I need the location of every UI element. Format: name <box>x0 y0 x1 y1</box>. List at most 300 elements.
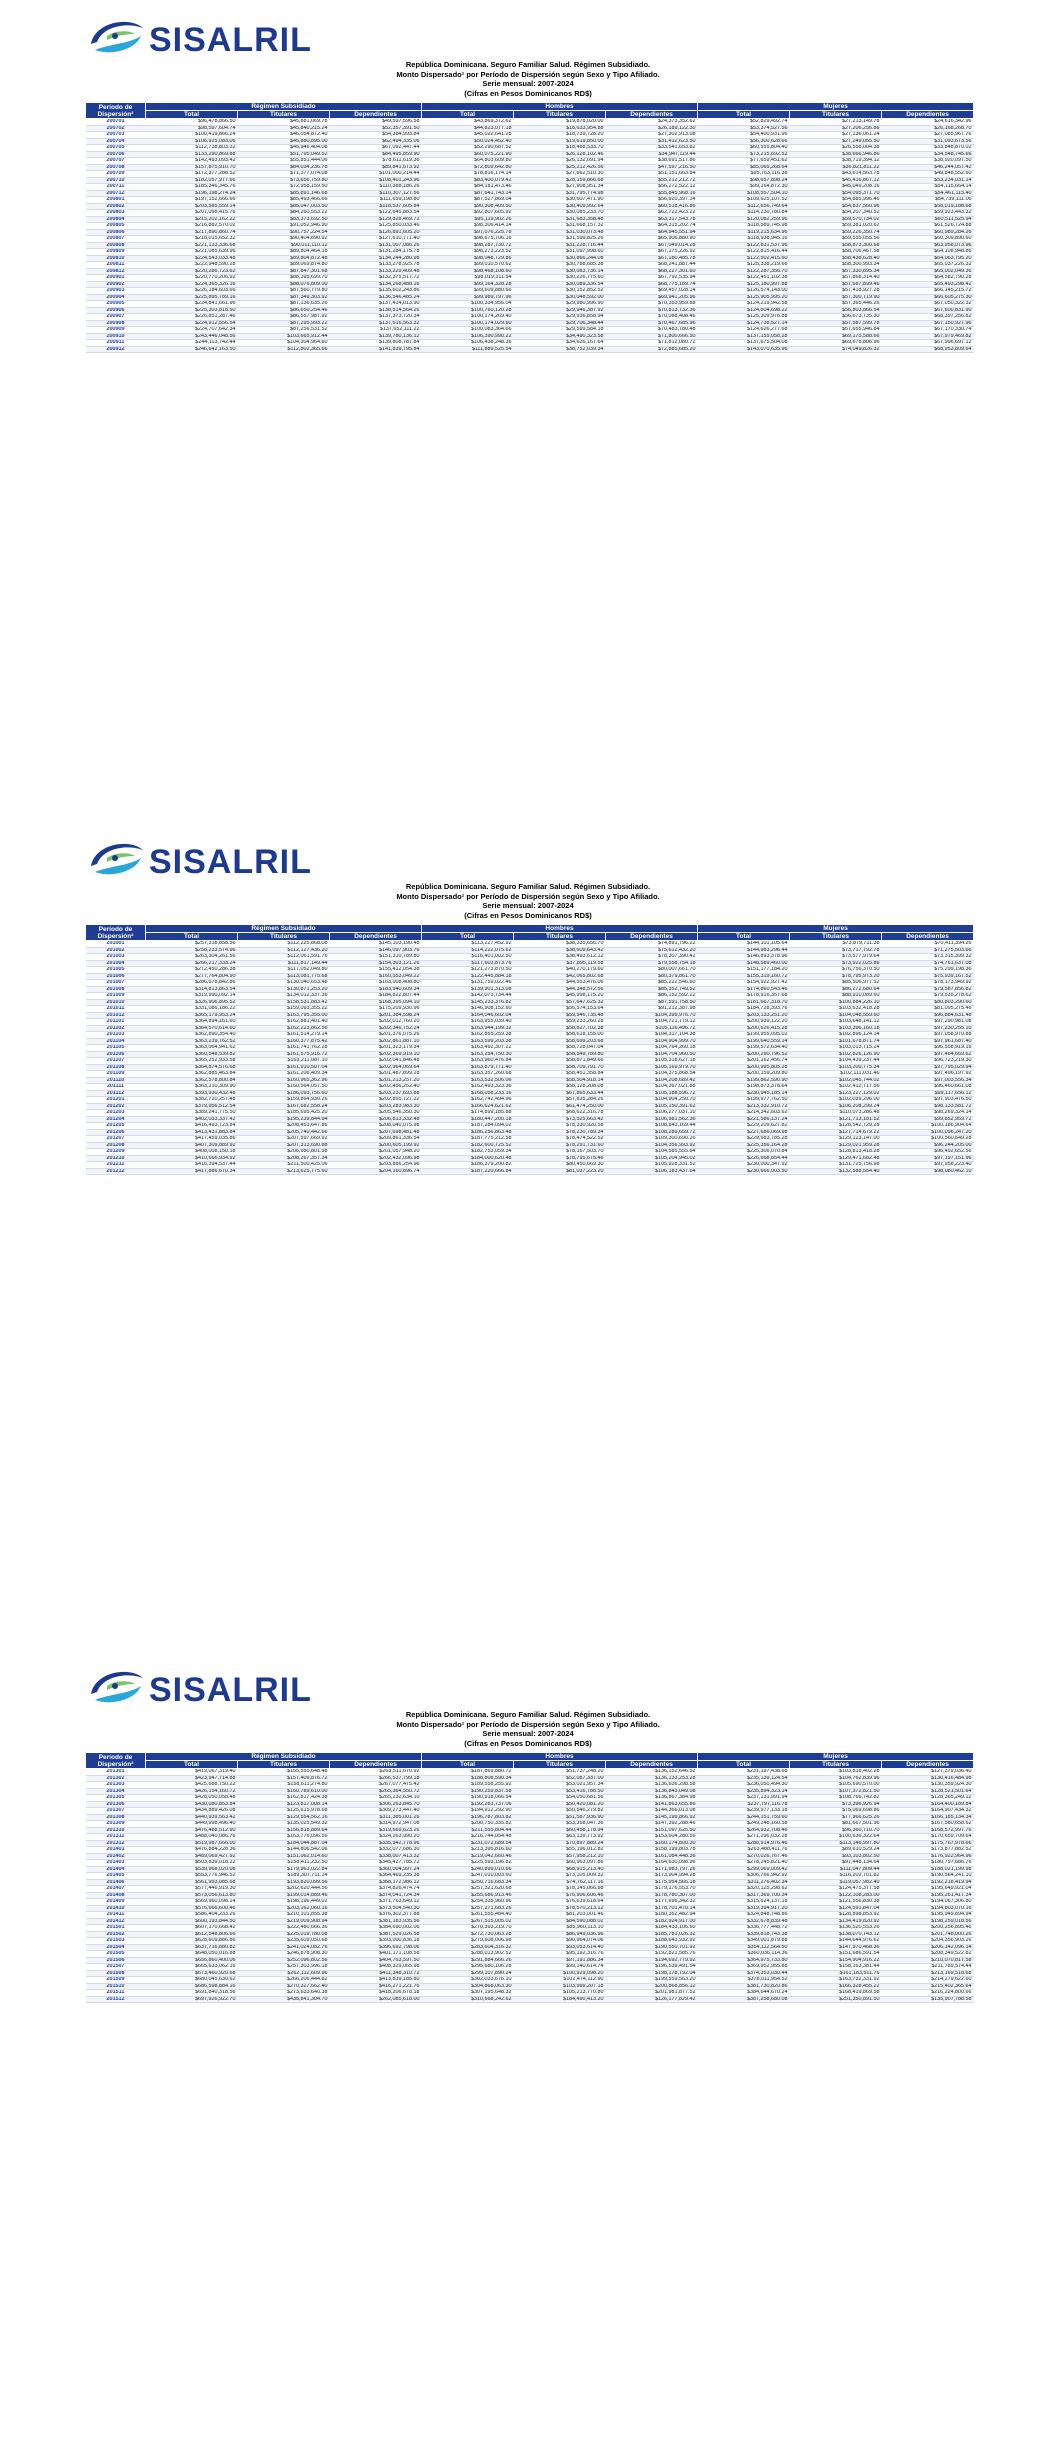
cell-amount: $49,848,552.60 <box>882 171 974 178</box>
cell-amount: $108,401,243.96 <box>330 177 422 184</box>
sisalril-swirl-icon <box>85 14 147 62</box>
cell-amount: $273,633,640.38 <box>238 1990 330 1997</box>
cell-amount: $128,813,418.28 <box>790 1149 882 1156</box>
cell-amount: $203,133,251.20 <box>698 1012 790 1019</box>
cell-amount: $75,939,167.52 <box>882 973 974 980</box>
cell-amount: $194,692,779.92 <box>606 1957 698 1964</box>
cell-amount: $267,077,475.42 <box>330 1782 422 1789</box>
cell-amount: $142,073,734.44 <box>422 993 514 1000</box>
cell-amount: $196,539,491.54 <box>606 1964 698 1971</box>
cell-period: 201202 <box>86 1103 146 1110</box>
cell-amount: $220,770,206.92 <box>146 275 238 282</box>
cell-period: 201103 <box>86 1032 146 1039</box>
cell-amount: $151,097,625.50 <box>606 1827 698 1834</box>
cell-amount: $68,227,301.60 <box>606 268 698 275</box>
cell-amount: $79,535,278.62 <box>882 993 974 1000</box>
header-group-mujeres: Mujeres <box>698 103 974 111</box>
cell-amount: $124,626,277.68 <box>698 327 790 334</box>
cell-amount: $103,999,207.18 <box>514 1983 606 1990</box>
cell-amount: $46,054,872.40 <box>238 132 330 139</box>
cell-amount: $215,202,162.22 <box>146 216 238 223</box>
cell-amount: $58,709,791.70 <box>514 1064 606 1071</box>
cell-amount: $112,802,365.66 <box>238 346 330 353</box>
cell-amount: $88,910,089.60 <box>790 993 882 1000</box>
cell-amount: $231,197,438.68 <box>698 1769 790 1776</box>
cell-amount: $686,598,884.16 <box>146 1983 238 1990</box>
cell-period: 200803 <box>86 210 146 217</box>
cell-amount: $85,352,749.52 <box>606 986 698 993</box>
cell-amount: $38,752,039.34 <box>514 346 606 353</box>
cell-period: 201105 <box>86 1045 146 1052</box>
cell-amount: $68,622,316.78 <box>514 1110 606 1117</box>
cell-amount: $125,309,978.88 <box>698 314 790 321</box>
cell-amount: $237,797,116.78 <box>698 1801 790 1808</box>
header-total: Total <box>698 111 790 119</box>
cell-amount: $163,211,087.10 <box>238 1058 330 1065</box>
cell-amount: $158,611,274.80 <box>238 1782 330 1789</box>
cell-amount: $134,268,488.16 <box>330 281 422 288</box>
cell-amount: $81,203,001.46 <box>514 1912 606 1919</box>
cell-amount: $374,826,474.74 <box>330 1886 422 1893</box>
cell-amount: $354,112,564.50 <box>698 1944 790 1951</box>
cell-amount: $144,366,013.08 <box>606 1808 698 1815</box>
cell-amount: $29,936,858.94 <box>514 314 606 321</box>
cell-amount: $195,949,894.94 <box>882 1912 974 1919</box>
cell-amount: $30,152,852.52 <box>514 288 606 295</box>
cell-period: 201109 <box>86 1071 146 1078</box>
cell-amount: $416,394,537.44 <box>146 1162 238 1169</box>
cell-amount: $264,932,708.46 <box>698 1827 790 1834</box>
cell-amount: $45,022,641.28 <box>422 132 514 139</box>
cell-amount: $221,133,336.68 <box>146 242 238 249</box>
cell-amount: $129,828,469.72 <box>330 216 422 223</box>
cell-amount: $187,284,094.02 <box>422 1123 514 1130</box>
cell-amount: $64,803,609.80 <box>422 158 514 165</box>
cell-amount: $163,795,355.00 <box>238 1012 330 1019</box>
cell-amount: $106,925,083.06 <box>146 138 238 145</box>
cell-amount: $80,379,861.70 <box>606 973 698 980</box>
cell-amount: $440,939,563.42 <box>146 1814 238 1821</box>
cell-amount: $270,026,767.46 <box>698 1853 790 1860</box>
sisalril-logo <box>85 836 325 888</box>
cell-amount: $112,656,749.64 <box>698 203 790 210</box>
cell-amount: $54,095,371.70 <box>790 190 882 197</box>
cell-period: 201009 <box>86 993 146 1000</box>
cell-amount: $160,174,800.30 <box>606 1840 698 1847</box>
cell-amount: $175,767,978.66 <box>882 1840 974 1847</box>
cell-amount: $576,666,600.46 <box>146 1905 238 1912</box>
cell-amount: $182,057,977.66 <box>146 177 238 184</box>
cell-amount: $139,780,136.12 <box>330 333 422 340</box>
cell-amount: $135,602,243.86 <box>330 288 422 295</box>
cell-amount: $144,644,976.62 <box>790 1938 882 1945</box>
cell-amount: $19,619,850.00 <box>514 138 606 145</box>
cell-amount: $163,944,199.32 <box>422 1025 514 1032</box>
cell-amount: $426,154,160.72 <box>146 1788 238 1795</box>
report-title-line1: República Dominicana. Seguro Familiar Salud. Régimen Subsidiado. <box>405 60 651 69</box>
cell-amount: $637,716,880.82 <box>146 1944 238 1951</box>
cell-amount: $58,451,358.84 <box>514 1071 606 1078</box>
cell-amount: $105,213,770.80 <box>514 1990 606 1997</box>
cell-amount: $266,537,799.18 <box>330 1775 422 1782</box>
cell-amount: $539,968,020.08 <box>146 1866 238 1873</box>
cell-amount: $379,956,512.54 <box>146 1103 238 1110</box>
cell-amount: $45,049,208.16 <box>790 184 882 191</box>
cell-amount: $67,792,535.94 <box>606 275 698 282</box>
cell-amount: $90,011,110.12 <box>238 242 330 249</box>
cell-amount: $78,795,675.46 <box>514 1155 606 1162</box>
cell-amount: $89,804,872.48 <box>238 255 330 262</box>
cell-amount: $78,611,619.36 <box>330 158 422 165</box>
cell-amount: $235,894,323.14 <box>698 1788 790 1795</box>
cell-period: 200808 <box>86 242 146 249</box>
cell-amount: $76,639,618.64 <box>514 1899 606 1906</box>
cell-amount: $60,555,804.40 <box>698 145 790 152</box>
cell-amount: $97,003,556.34 <box>882 1077 974 1084</box>
cell-amount: $56,673,735.30 <box>790 314 882 321</box>
cell-period: 200704 <box>86 138 146 145</box>
cell-amount: $44,823,077.18 <box>422 125 514 132</box>
cell-amount: $103,200,775.34 <box>790 1064 882 1071</box>
report-titles <box>0 1710 1056 1748</box>
cell-amount: $286,678,842.86 <box>146 980 238 987</box>
cell-amount: $70,353,959.88 <box>606 301 698 308</box>
cell-amount: $151,177,184.20 <box>698 967 790 974</box>
cell-amount: $174,899,185.88 <box>422 1110 514 1117</box>
cell-amount: $161,910,507.04 <box>238 1064 330 1071</box>
cell-amount: $100,419,866.24 <box>146 132 238 139</box>
cell-amount: $75,612,432.20 <box>606 947 698 954</box>
cell-amount: $105,318,627.18 <box>606 1058 698 1065</box>
cell-amount: $200,939,122.20 <box>698 1019 790 1026</box>
cell-amount: $230,666,003.50 <box>698 1168 790 1175</box>
cell-period: 200812 <box>86 268 146 275</box>
cell-amount: $103,818,402.28 <box>790 1769 882 1776</box>
cell-amount: $34,490,323.58 <box>514 333 606 340</box>
cell-amount: $74,762,117.16 <box>514 1879 606 1886</box>
cell-amount: $29,980,996.90 <box>514 301 606 308</box>
cell-amount: $202,346,752.24 <box>330 1025 422 1032</box>
cell-amount: $87,136,635.26 <box>238 301 330 308</box>
cell-amount: $93,053,614.40 <box>514 1944 606 1951</box>
cell-amount: $78,230,789.34 <box>514 1129 606 1136</box>
cell-amount: $195,239,844.94 <box>238 1116 330 1123</box>
cell-amount: $185,781,026.32 <box>606 1931 698 1938</box>
cell-period: 201408 <box>86 1892 146 1899</box>
cell-amount: $158,163,381.44 <box>790 1964 882 1971</box>
cell-amount: $77,659,451.62 <box>698 158 790 165</box>
cell-amount: $117,052,049.80 <box>238 967 330 974</box>
cell-amount: $163,960,476.84 <box>422 1058 514 1065</box>
cell-amount: $125,180,997.88 <box>698 281 790 288</box>
cell-amount: $194,067,306.80 <box>882 1899 974 1906</box>
cell-amount: $200,626,415.28 <box>698 1025 790 1032</box>
cell-amount: $202,855,727.22 <box>330 1097 422 1104</box>
cell-amount: $195,261,417.34 <box>882 1892 974 1899</box>
cell-amount: $67,175,226.92 <box>606 249 698 256</box>
cell-amount: $45,840,215.24 <box>238 125 330 132</box>
cell-amount: $235,609,050.68 <box>238 1938 330 1945</box>
cell-amount: $95,119,902.26 <box>422 216 514 223</box>
cell-amount: $97,197,151.96 <box>882 1155 974 1162</box>
cell-amount: $33,848,870.02 <box>882 145 974 152</box>
cell-amount: $76,906,606.46 <box>514 1892 606 1899</box>
cell-amount: $184,490,413.20 <box>514 1996 606 2003</box>
cell-amount: $54,739,111.06 <box>882 197 974 204</box>
cell-amount: $202,620,444.56 <box>238 1886 330 1893</box>
cell-amount: $122,108,283.00 <box>790 1892 882 1899</box>
cell-amount: $71,800,666.50 <box>606 333 698 340</box>
cell-amount: $125,338,219.66 <box>698 262 790 269</box>
cell-amount: $202,456,252.40 <box>330 1084 422 1091</box>
cell-amount: $203,162,060.16 <box>238 1905 330 1912</box>
cell-amount: $118,537,605.84 <box>330 203 422 210</box>
cell-amount: $114,222,075.62 <box>422 947 514 954</box>
header-total: Total <box>422 1761 514 1769</box>
cell-amount: $122,645,883.54 <box>330 210 422 217</box>
cell-amount: $163,532,506.06 <box>422 1077 514 1084</box>
cell-amount: $64,582,790.28 <box>882 275 974 282</box>
cell-amount: $103,665,912.44 <box>238 333 330 340</box>
cell-amount: $43,614,563.78 <box>790 171 882 178</box>
cell-amount: $59,923,443.32 <box>882 210 974 217</box>
cell-amount: $132,375,517.72 <box>330 275 422 282</box>
cell-period: 200804 <box>86 216 146 223</box>
cell-amount: $111,047,809.44 <box>790 1866 882 1873</box>
cell-period: 200904 <box>86 294 146 301</box>
cell-amount: $27,662,510.30 <box>514 171 606 178</box>
cell-amount: $109,625,107.52 <box>698 197 790 204</box>
sisalril-logo <box>85 1664 325 1716</box>
cell-amount: $72,885,685.20 <box>606 346 698 353</box>
cell-amount: $30,226,775.60 <box>514 275 606 282</box>
cell-amount: $218,015,652.32 <box>146 236 238 243</box>
cell-amount: $163,254,750.30 <box>422 1051 514 1058</box>
cell-amount: $219,042,660.46 <box>422 1853 514 1860</box>
report-title-line2: Monto Dispersado¹ por Período de Dispersión según Sexo y Tipo Afiliado. <box>396 1719 660 1729</box>
cell-amount: $207,098,415.76 <box>146 210 238 217</box>
cell-period: 200806 <box>86 229 146 236</box>
cell-amount: $157,875,910.70 <box>146 164 238 171</box>
sisalril-swirl-icon <box>85 836 147 884</box>
cell-amount: $108,766,742.82 <box>790 1795 882 1802</box>
cell-amount: $38,719,394.12 <box>790 158 882 165</box>
cell-amount: $161,575,916.72 <box>238 1051 330 1058</box>
cell-amount: $262,085,618.00 <box>330 1996 422 2003</box>
cell-amount: $45,946,404.08 <box>238 145 330 152</box>
cell-amount: $87,847,301.68 <box>238 268 330 275</box>
cell-amount: $85,506,977.52 <box>790 980 882 987</box>
cell-amount: $31,030,073.48 <box>514 229 606 236</box>
cell-amount: $360,004,997.24 <box>330 1866 422 1873</box>
cell-amount: $105,204,945.02 <box>606 1155 698 1162</box>
cell-amount: $277,764,804.90 <box>146 973 238 980</box>
cell-period: 201407 <box>86 1886 146 1893</box>
cell-amount: $102,111,031.46 <box>790 1071 882 1078</box>
cell-amount: $402,033,337.42 <box>146 1116 238 1123</box>
cell-amount: $58,549,789.80 <box>514 1051 606 1058</box>
cell-amount: $30,788,685.38 <box>514 262 606 269</box>
cell-amount: $162,223,862.56 <box>238 1025 330 1032</box>
cell-period: 201106 <box>86 1051 146 1058</box>
cell-amount: $384,644,670.24 <box>698 1990 790 1997</box>
cell-amount: $42,065,802.68 <box>514 973 606 980</box>
cell-amount: $78,307,390.42 <box>606 954 698 961</box>
cell-amount: $50,420,081.20 <box>514 1801 606 1808</box>
cell-amount: $130,040,653.48 <box>238 980 330 987</box>
cell-amount: $85,960,113.10 <box>514 1925 606 1932</box>
cell-amount: $187,775,212.58 <box>422 1136 514 1143</box>
cell-period: 201311 <box>86 1834 146 1841</box>
cell-amount: $338,007,413.32 <box>330 1853 422 1860</box>
cell-amount: $106,438,248.36 <box>422 340 514 347</box>
cell-amount: $57,647,625.32 <box>514 999 606 1006</box>
cell-amount: $129,021,959.28 <box>790 1142 882 1149</box>
cell-amount: $46,244,057.42 <box>882 164 974 171</box>
cell-amount: $202,861,887.10 <box>330 1038 422 1045</box>
cell-amount: $216,224,800.66 <box>882 1990 974 1997</box>
cell-amount: $124,604,698.22 <box>698 307 790 314</box>
cell-amount: $299,069,009.42 <box>698 1866 790 1873</box>
cell-amount: $34,947,119.44 <box>606 151 698 158</box>
cell-amount: $159,093,355.22 <box>238 1006 330 1013</box>
cell-amount: $205,546,350.30 <box>330 1110 422 1117</box>
cell-amount: $241,024,082.76 <box>238 1944 330 1951</box>
cell-amount: $49,597,596.58 <box>330 119 422 126</box>
report-title-line4: (Cifras en Pesos Dominicanos RD$) <box>464 910 592 920</box>
cell-amount: $416,271,221.76 <box>330 1983 422 1990</box>
cell-amount: $67,996,697.12 <box>882 340 974 347</box>
cell-amount: $99,164,328.28 <box>422 281 514 288</box>
cell-amount: $199,862,590.90 <box>698 1077 790 1084</box>
cell-amount: $76,756,370.50 <box>790 967 882 974</box>
cell-amount: $156,818,889.64 <box>238 1827 330 1834</box>
cell-amount: $197,152,666.66 <box>146 197 238 204</box>
cell-amount: $96,360,710.70 <box>790 1827 882 1834</box>
cell-amount: $114,230,780.84 <box>698 210 790 217</box>
cell-amount: $417,886,670.34 <box>146 1168 238 1175</box>
cell-amount: $257,321,620.68 <box>422 1886 514 1893</box>
cell-period: 201403 <box>86 1860 146 1867</box>
cell-amount: $185,346,345.76 <box>146 184 238 191</box>
cell-amount: $163,879,771.40 <box>422 1064 514 1071</box>
sisalril-logo <box>85 14 325 66</box>
cell-amount: $30,607,471.90 <box>514 197 606 204</box>
cell-amount: $187,869,880.72 <box>422 1769 514 1776</box>
cell-amount: $90,757,224.54 <box>238 229 330 236</box>
cell-amount: $202,041,846.48 <box>330 1058 422 1065</box>
cell-amount: $78,795,973.20 <box>790 973 882 980</box>
cell-amount: $224,841,661.96 <box>146 301 238 308</box>
cell-amount: $91,052,946.90 <box>238 223 330 230</box>
cell-amount: $87,560,779.80 <box>238 288 330 295</box>
cell-period: 201501 <box>86 1925 146 1932</box>
cell-amount: $199,014,889.46 <box>238 1892 330 1899</box>
cell-amount: $201,057,948.20 <box>330 1149 422 1156</box>
cell-amount: $168,058,233.16 <box>422 1090 514 1097</box>
cell-amount: $106,208,299.24 <box>790 1103 882 1110</box>
cell-amount: $225,593,196.82 <box>422 1860 514 1867</box>
cell-amount: $199,977,762.50 <box>698 1097 790 1104</box>
cell-amount: $332,678,839.48 <box>698 1918 790 1925</box>
cell-amount: $85,493,466.66 <box>238 197 330 204</box>
report-title-line3: Serie mensual: 2007-2024 <box>482 79 574 88</box>
cell-amount: $30,048,592.00 <box>514 294 606 301</box>
header-group-hombres: Hombres <box>422 1753 698 1761</box>
cell-amount: $84,495,859.90 <box>330 151 422 158</box>
cell-amount: $691,840,318.56 <box>146 1990 238 1997</box>
cell-amount: $198,873,378.64 <box>698 1084 790 1091</box>
cell-period: 201411 <box>86 1912 146 1919</box>
cell-period: 201402 <box>86 1853 146 1860</box>
cell-period: 201005 <box>86 967 146 974</box>
cell-amount: $127,714,679.22 <box>790 1129 882 1136</box>
cell-amount: $224,543,033.48 <box>146 255 238 262</box>
cell-amount: $239,977,133.18 <box>698 1808 790 1815</box>
cell-amount: $192,283,737.06 <box>422 1801 514 1808</box>
cell-amount: $57,365,446.26 <box>790 301 882 308</box>
cell-amount: $67,180,485.78 <box>606 255 698 262</box>
cell-amount: $31,093,673.56 <box>882 138 974 145</box>
cell-amount: $258,233,574.96 <box>146 947 238 954</box>
cell-amount: $100,884,226.10 <box>790 999 882 1006</box>
cell-amount: $656,860,400.06 <box>146 1957 238 1964</box>
cell-amount: $425,688,750.22 <box>146 1782 238 1789</box>
cell-amount: $184,044,887.04 <box>238 1840 330 1847</box>
cell-amount: $59,555,055.56 <box>790 236 882 243</box>
cell-amount: $190,550,701.92 <box>606 1944 698 1951</box>
cell-amount: $128,521,501.64 <box>882 1788 974 1795</box>
cell-amount: $24,373,352.62 <box>606 119 698 126</box>
cell-amount: $360,036,114.36 <box>698 1951 790 1958</box>
table-row <box>86 1168 974 1175</box>
cell-amount: $612,548,806.66 <box>146 1931 238 1938</box>
cell-amount: $434,889,426.08 <box>146 1808 238 1815</box>
cell-amount: $85,047,003.50 <box>238 203 330 210</box>
cell-amount: $190,564,241.10 <box>882 1873 974 1880</box>
cell-amount: $26,168,268.70 <box>882 125 974 132</box>
cell-amount: $201,213,257.20 <box>330 1077 422 1084</box>
cell-amount: $96,244,205.00 <box>882 1142 974 1149</box>
cell-amount: $47,597,216.50 <box>606 164 698 171</box>
cell-amount: $112,127,436.20 <box>238 947 330 954</box>
cell-period: 201210 <box>86 1155 146 1162</box>
cell-amount: $56,272,522.12 <box>606 184 698 191</box>
cell-amount: $81,095,275.46 <box>882 1006 974 1013</box>
cell-amount: $148,589,460.00 <box>698 960 790 967</box>
cell-amount: $161,514,279.14 <box>238 1032 330 1039</box>
cell-amount: $130,871,253.20 <box>238 986 330 993</box>
cell-amount: $225,356,164.28 <box>698 1142 790 1149</box>
cell-amount: $155,555,648.48 <box>238 1769 330 1776</box>
cell-amount: $235,139,124.54 <box>698 1775 790 1782</box>
cell-period: 200911 <box>86 340 146 347</box>
cell-amount: $408,008,150.18 <box>146 1149 238 1156</box>
cell-amount: $189,558,255.92 <box>422 1782 514 1789</box>
cell-period: 200908 <box>86 320 146 327</box>
cell-amount: $60,518,416.86 <box>606 203 698 210</box>
cell-amount: $163,955,039.40 <box>422 1019 514 1026</box>
cell-amount: $362,578,800.84 <box>146 1077 238 1084</box>
cell-amount: $104,904,250.70 <box>606 1097 698 1104</box>
cell-amount: $88,395,699.70 <box>238 275 330 282</box>
cell-amount: $100,083,364.66 <box>422 327 514 334</box>
cell-amount: $215,402,365.64 <box>882 1983 974 1990</box>
cell-amount: $345,427,785.72 <box>330 1860 422 1867</box>
cell-amount: $489,069,427.92 <box>146 1853 238 1860</box>
cell-period: 200912 <box>86 346 146 353</box>
cell-amount: $133,229,409.48 <box>330 268 422 275</box>
